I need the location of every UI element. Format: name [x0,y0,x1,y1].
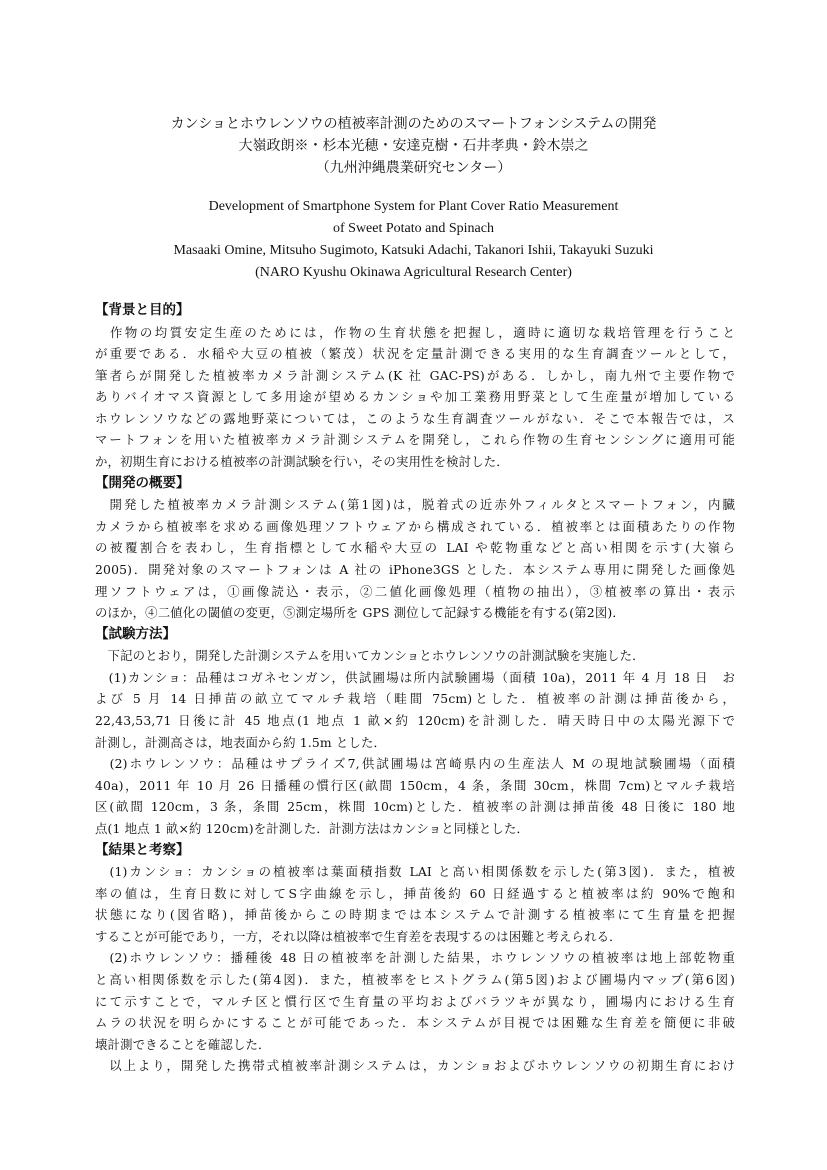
paragraph-line: のほか，④二値化の閾値の変更，⑤測定場所を GPS 測位して記録する機能を有する(第2図)． [95,605,625,621]
paragraph-line: 率の値は，生育日数に対してS字曲線を示し，挿苗後約 60 日経過すると植被率は約 90%で飽和 [95,885,735,901]
body-text [95,300,735,1077]
section-heading: 【開発の概要】 [95,474,190,491]
paragraph-line: にて示すことで，マルチ区と慣行区で生育量の平均およびバラツキが異なり，圃場内における生育 [95,993,735,1009]
paragraph-line: 開発した植被率カメラ計測システム(第1図)は，脱着式の近赤外フィルタとスマートフォン，内臓 [95,497,735,513]
paragraph-line: 計測し，計測高さは，地表面から約 1.5m とした． [95,734,387,750]
paragraph-line: の被覆割合を表わし，生育指標として水稲や大豆の LAI や乾物重などと高い相関を示す(大嶺ら [95,540,735,556]
paragraph-line: ありバイオマス資源として多用途が望めるカンショや加工業務用野菜として生産量が増加している [95,389,735,405]
paragraph-line: 作物の均質安定生産のためには，作物の生育状態を把握し，適時に適切な栽培管理を行うこと [95,324,735,340]
paragraph-line: (2)ホウレンソウ：播種後 48 日の植被率を計測した結果，ホウレンソウの植被率は地上部乾物重 [95,950,735,966]
paragraph-line: (2)ホウレンソウ：品種はサプライズ7,供試圃場は宮崎県内の生産法人 M の現地試験圃場（面積 [95,756,735,772]
paragraph-line: ホウレンソウなどの露地野菜については，このような生育調査ツールがない．そこで本報告では，ス [95,410,735,426]
english-authors: Masaaki Omine, Mitsuho Sugimoto, Katsuki Adachi, Takanori Ishii, Takayuki Suzuki [173,243,654,258]
paragraph-line: が重要である．水稲や大豆の植被（繁茂）状況を定量計測できる実用的な生育調査ツールとして， [95,346,735,362]
paragraph-line: (1)カンショ：品種はコガネセンガン，供試圃場は所内試験圃場（面積 10a)，2011 年 4 月 18 日 お [95,669,735,685]
paragraph-line: ムラの状況を明らかにすることが可能であった．本システムが目視では困難な生育差を簡便に非破 [95,1015,735,1031]
paragraph-line: 区(畝間 120cm，3 条，条間 25cm，株間 10cm)とした．植被率の計測は挿苗後 48 日後に 180 地 [95,799,735,815]
paragraph-line: 以上より，開発した携帯式植被率計測システムは，カンショおよびホウレンソウの初期生育におけ [95,1058,735,1074]
paragraph-line: 状態になり(図省略)，挿苗後からこの時期までは本システムで計測する植被率にて生育量を把握 [95,907,735,923]
paragraph-line: よび 5 月 14 日挿苗の畝立てマルチ栽培（畦間 75cm)とした．植被率の計測は挿苗後から， [95,691,735,707]
japanese-title-block [0,113,827,179]
paragraph-line: 2005)．開発対象のスマートフォンは A 社の iPhone3GS とした．本システム専用に開発した画像処 [95,561,735,577]
section-test-method [95,624,735,840]
english-title-line-1: Development of Smartphone System for Plant Cover Ratio Measurement [208,199,619,214]
japanese-title: カンショとホウレンソウの植被率計測のためのスマートフォンシステムの開発 [170,116,657,132]
paragraph-line: 40a)，2011 年 10 月 26 日播種の慣行区(畝間 150cm，4 条，条間 30cm，株間 7cm)とマルチ栽培 [95,777,735,793]
section-heading: 【試験方法】 [95,625,176,642]
paragraph-line: 下記のとおり，開発した計測システムを用いてカンショとホウレンソウの計測試験を実施した． [95,648,645,664]
japanese-authors: 大嶺政朗※・杉本光穂・安達克樹・石井孝典・鈴木崇之 [238,138,589,154]
section-heading: 【結果と考察】 [95,841,190,858]
paragraph-line: 理ソフトウェアは，①画像読込・表示，②二値化画像処理（植物の抽出），③植被率の算出・表示 [95,583,735,599]
japanese-affiliation: （九州沖縄農業研究センター） [315,160,512,176]
paragraph-line: 点(1 地点 1 畝×約 120cm)を計測した．計測方法はカンショと同様とした． [95,820,530,836]
paragraph-line: (1)カンショ：カンショの植被率は葉面積指数 LAI と高い相関係数を示した(第3図)．また，植被 [95,864,735,880]
paragraph-line: 壊計測できることを確認した． [95,1036,271,1052]
paragraph-line: カメラから植被率を求める画像処理ソフトウェアから構成されている．植被率とは面積あたりの作物 [95,518,735,534]
section-results-discussion [95,840,735,1077]
english-title-block [0,196,827,284]
paragraph-line: 22,43,53,71 日後に計 45 地点(1 地点 1 畝×約 120cm)を計測した．晴天時日中の太陽光源下で [95,713,735,728]
paragraph-line: と高い相関係数を示した(第4図)．また，植被率をヒストグラム(第5図)および圃場内マップ(第6図) [95,972,735,988]
paragraph-line: マートフォンを用いた植被率カメラ計測システムを開発し，これら作物の生育センシングに適用可能 [95,432,735,448]
section-heading: 【背景と目的】 [95,302,190,318]
paragraph-line: することが可能であり，一方，それ以降は植被率で生育差を表現するのは困難と考えられる． [95,928,622,944]
paragraph-line: か，初期生育における植被率の計測試験を行い，その実用性を検討した． [95,454,509,470]
english-title-line-2: of Sweet Potato and Spinach [333,221,494,236]
paragraph-line: 筆者らが開発した植被率カメラ計測システム(K 社 GAC-PS)がある．しかし，南九州で主要作物で [95,367,735,383]
section-background-purpose [95,300,735,473]
section-development-overview [95,473,735,624]
english-affiliation: (NARO Kyushu Okinawa Agricultural Research Center) [255,265,572,280]
